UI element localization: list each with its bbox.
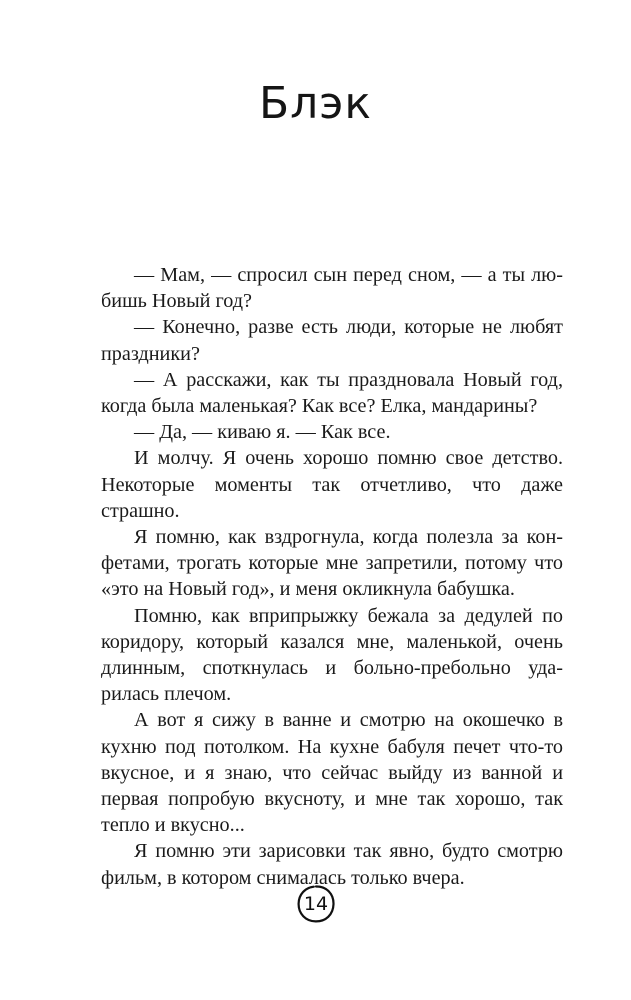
paragraph: — А расскажи, как ты праздновала Новый год, когда была маленькая? Как все? Елка, мандарины?	[101, 368, 563, 418]
paragraph: А вот я сижу в ванне и смотрю на окошечко в кухню под потолком. На кухне бабуля печет что-то вкусное, и я знаю, что сейчас выйду из ванной и первая попробую вкусноту, и мне так хорошо, так тепло и вкусно...	[101, 709, 563, 837]
paragraph: Я помню, как вздрогнула, когда полезла за конфетами, трогать которые мне запретили, потому что «это на Новый год», и меня окликнула бабушка.	[101, 526, 563, 601]
page-number	[296, 884, 336, 924]
paragraph: И молчу. Я очень хорошо помню свое детство. Некоторые моменты так отчетливо, что даже страшно.	[101, 447, 563, 522]
paragraph: — Да, — киваю я. — Как все.	[134, 421, 391, 444]
chapter-title: Блэк	[258, 78, 373, 129]
body-text	[101, 262, 563, 891]
paragraph: — Конечно, разве есть люди, которые не любят праздники?	[101, 316, 563, 365]
paragraph: Я помню эти зарисовки так явно, будто смотрю фильм, в котором снималась только вчера.	[101, 840, 563, 889]
paragraph: — Мам, — спросил сын перед сном, — а ты любишь Новый год?	[101, 264, 563, 313]
page-number-label: 14	[303, 893, 329, 915]
paragraph: Помню, как вприпрыжку бежала за дедулей по коридору, который казался мне, маленькой, очень длинным, споткнулась и больно-пребольно ударилась плечом.	[101, 604, 563, 706]
